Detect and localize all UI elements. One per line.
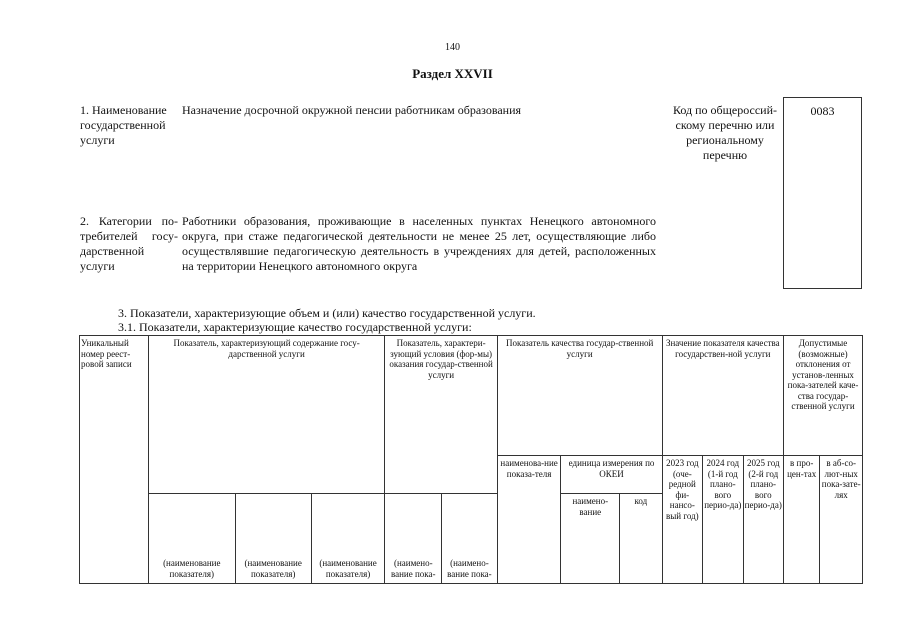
col-header-indicator-name: наименова-ние показа-теля	[497, 456, 561, 584]
page-number: 140	[445, 42, 460, 53]
col-header-unique-number: Уникальный номер реест-ровой записи	[80, 336, 149, 584]
registry-code-label: Код по общероссий-скому перечню или региональному перечню	[672, 103, 778, 162]
col-header-deviation-percent: в про-цен-тах	[784, 456, 820, 584]
col-header-conditions-indicator: Показатель, характери-зующий условия (фор-мы) оказания государ-ственной услуги	[385, 336, 497, 494]
registry-code-value: 0083	[810, 104, 835, 118]
col-header-year-2025: 2025 год (2-й год плано-вого перио-да)	[743, 456, 783, 584]
quality-indicators-table	[79, 335, 863, 584]
service-name-label: 1. Наименование государственной услуги	[80, 103, 167, 147]
conditions-indicator-name-2: (наимено-вание пока-	[442, 494, 498, 584]
service-name-value: Назначение досрочной окружной пенсии работникам образования	[182, 103, 522, 117]
section-3-1-heading: 3.1. Показатели, характеризующие качество государственной услуги:	[118, 320, 472, 334]
consumer-categories-label: 2. Категории по-требителей госу-дарственной услуги	[80, 214, 178, 273]
col-header-deviation-absolute: в аб-со-лют-ных пока-зате-лях	[820, 456, 863, 584]
col-header-quality-indicator: Показатель качества государ-ственной услуги	[497, 336, 662, 456]
col-header-unit-okei: единица измерения по ОКЕИ	[561, 456, 662, 494]
col-header-year-2024: 2024 год (1-й год плано-вого перио-да)	[703, 456, 743, 584]
col-header-deviations: Допустимые (возможные) отклонения от установ-ленных пока-зателей каче-ства государ-ственной услуги	[784, 336, 863, 456]
col-header-unit-code: код	[620, 494, 663, 584]
consumer-categories-value: Работники образования, проживающие в населенных пунктах Ненецкого автономного округа, при стаже педагогической деятельности не менее 25 лет, осуществляющие либо осуществлявшие педагогическую деятельность в учреждениях для детей, расположенных на территории Ненецкого автономного округа	[182, 214, 656, 273]
conditions-indicator-name-1: (наимено-вание пока-	[385, 494, 442, 584]
col-header-unit-name: наимено-вание	[561, 494, 620, 584]
section-title: Раздел XXVII	[412, 66, 493, 81]
section-3-heading: 3. Показатели, характеризующие объем и (или) качество государственной услуги.	[118, 306, 536, 320]
col-header-content-indicator: Показатель, характеризующий содержание госу-дарственной услуги	[148, 336, 385, 494]
content-indicator-name-3: (наименование показателя)	[311, 494, 385, 584]
content-indicator-name-2: (наименование показателя)	[235, 494, 311, 584]
content-indicator-name-1: (наименование показателя)	[148, 494, 235, 584]
col-header-year-2023: 2023 год (оче-редной фи-нансо-вый год)	[662, 456, 702, 584]
col-header-quality-value: Значение показателя качества государствен-ной услуги	[662, 336, 783, 456]
registry-code-box	[783, 97, 862, 289]
